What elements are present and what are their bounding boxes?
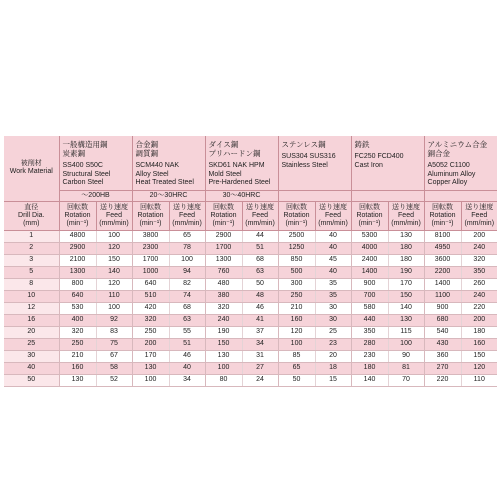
feed-cell: 120 (96, 278, 132, 290)
feed-cell: 46 (242, 302, 278, 314)
feed-cell: 44 (242, 230, 278, 242)
feed-ja: 送り速度 (392, 203, 421, 211)
feed-cell: 240 (461, 290, 497, 302)
feed-header (169, 201, 205, 230)
feed-cell: 27 (242, 362, 278, 374)
rotation-cell: 100 (205, 362, 242, 374)
feed-cell: 37 (242, 326, 278, 338)
feed-cell: 120 (461, 362, 497, 374)
feed-en: Feed (252, 211, 268, 219)
feed-cell: 41 (242, 314, 278, 326)
rotation-cell: 210 (59, 350, 96, 362)
feed-cell: 200 (461, 314, 497, 326)
rotation-cell: 1400 (424, 278, 461, 290)
rotation-cell: 100 (132, 374, 169, 386)
work-material-en: Work Material (9, 168, 53, 176)
feed-cell: 24 (242, 374, 278, 386)
feed-cell: 58 (96, 362, 132, 374)
table-row (4, 230, 497, 242)
rotation-en: Rotation (210, 211, 237, 219)
rotation-cell: 360 (424, 350, 461, 362)
rotation-cell: 85 (278, 350, 315, 362)
feed-cell: 30 (315, 302, 351, 314)
feed-cell: 320 (461, 254, 497, 266)
hardness-row (4, 190, 497, 201)
rotation-cell: 50 (278, 374, 315, 386)
feed-cell: 110 (96, 290, 132, 302)
feed-cell: 150 (96, 254, 132, 266)
feed-cell: 260 (461, 278, 497, 290)
feed-ja: 送り速度 (100, 203, 128, 211)
feed-cell: 180 (388, 242, 424, 254)
rotation-cell: 850 (278, 254, 315, 266)
drill-dia-cell: 1 (4, 230, 59, 242)
rotation-cell: 190 (205, 326, 242, 338)
rotation-cell: 220 (424, 374, 461, 386)
rotation-cell: 1700 (205, 242, 242, 254)
drill-dia-cell: 30 (4, 350, 59, 362)
feed-cell: 35 (315, 290, 351, 302)
feed-cell: 90 (388, 350, 424, 362)
feed-cell: 350 (461, 266, 497, 278)
feed-cell: 140 (388, 302, 424, 314)
feed-cell: 51 (169, 338, 205, 350)
feed-unit: (mm/min) (172, 219, 202, 227)
table-row (4, 350, 497, 362)
rotation-cell: 350 (351, 326, 388, 338)
rotation-cell: 300 (278, 278, 315, 290)
feed-cell: 30 (315, 314, 351, 326)
table-row (4, 254, 497, 266)
rotation-cell: 150 (205, 338, 242, 350)
feed-cell: 81 (388, 362, 424, 374)
drill-dia-en: Drill Dia. (18, 211, 45, 219)
feed-cell: 48 (242, 290, 278, 302)
rotation-cell: 430 (424, 338, 461, 350)
feed-unit: (mm/min) (391, 219, 421, 227)
rotation-cell: 200 (132, 338, 169, 350)
rotation-cell: 1250 (278, 242, 315, 254)
table-row (4, 374, 497, 386)
drill-dia-header (4, 201, 59, 230)
rotation-cell: 1300 (59, 266, 96, 278)
feed-cell: 67 (96, 350, 132, 362)
feed-en: Feed (325, 211, 341, 219)
table-row (4, 362, 497, 374)
rotation-unit: (min⁻¹) (139, 219, 162, 227)
material-header-1 (59, 136, 132, 190)
feed-cell: 74 (169, 290, 205, 302)
rotation-cell: 250 (59, 338, 96, 350)
rotation-unit: (min⁻¹) (66, 219, 89, 227)
feed-en: Feed (179, 211, 195, 219)
rotation-cell: 800 (59, 278, 96, 290)
material-name-ja: 鋳鉄 (354, 140, 370, 149)
rotation-cell: 760 (205, 266, 242, 278)
feed-cell: 68 (242, 254, 278, 266)
feed-cell: 200 (461, 230, 497, 242)
rotation-header (59, 201, 96, 230)
material-header-4 (278, 136, 351, 190)
rotation-cell: 65 (278, 362, 315, 374)
rotation-cell: 1700 (132, 254, 169, 266)
drill-dia-cell: 2 (4, 242, 59, 254)
feed-unit: (mm/min) (464, 219, 495, 227)
material-name-en: Alloy Steel Heat Treated Steel (135, 170, 194, 186)
feed-cell: 50 (242, 278, 278, 290)
drill-dia-cell: 5 (4, 266, 59, 278)
rotation-cell: 160 (278, 314, 315, 326)
feed-cell: 52 (96, 374, 132, 386)
rotation-header (351, 201, 388, 230)
rotation-cell: 4000 (351, 242, 388, 254)
feed-cell: 180 (461, 326, 497, 338)
feed-cell: 78 (169, 242, 205, 254)
feed-cell: 31 (242, 350, 278, 362)
material-name-ja: ステンレス鋼 (281, 140, 326, 149)
table-row (4, 302, 497, 314)
column-header-row (4, 201, 497, 230)
feed-cell: 100 (169, 254, 205, 266)
feed-cell: 110 (461, 374, 497, 386)
feed-cell: 20 (315, 350, 351, 362)
material-grades: SKD61 NAK HPM (208, 162, 265, 169)
material-grades: FC250 FCD400 (354, 153, 404, 160)
feed-header (388, 201, 424, 230)
rotation-cell: 2200 (424, 266, 461, 278)
feed-cell: 83 (96, 326, 132, 338)
rotation-cell: 380 (205, 290, 242, 302)
material-name-en: Structural Steel Carbon Steel (62, 170, 111, 186)
drill-dia-cell: 10 (4, 290, 59, 302)
material-header-row (4, 136, 497, 190)
feed-ja: 送り速度 (319, 203, 348, 211)
rotation-cell: 280 (351, 338, 388, 350)
rotation-cell: 2500 (278, 230, 315, 242)
rotation-cell: 80 (205, 374, 242, 386)
feed-cell: 45 (315, 254, 351, 266)
rotation-unit: (min⁻¹) (212, 219, 235, 227)
rotation-unit: (min⁻¹) (358, 219, 381, 227)
rotation-cell: 700 (351, 290, 388, 302)
rotation-cell: 320 (132, 314, 169, 326)
feed-cell: 18 (315, 362, 351, 374)
rotation-ja: 回転数 (140, 203, 162, 211)
material-name-en: Stainless Steel (281, 161, 328, 169)
feed-cell: 130 (388, 230, 424, 242)
material-name-ja: ダイス鋼 プリハードン鋼 (208, 140, 261, 158)
feed-cell: 115 (388, 326, 424, 338)
drill-dia-cell: 50 (4, 374, 59, 386)
feed-cell: 34 (169, 374, 205, 386)
rotation-cell: 130 (205, 350, 242, 362)
rotation-en: Rotation (356, 211, 383, 219)
table-row (4, 242, 497, 254)
feed-cell: 92 (96, 314, 132, 326)
feed-cell: 55 (169, 326, 205, 338)
rotation-cell: 420 (132, 302, 169, 314)
drill-dia-cell: 25 (4, 338, 59, 350)
material-name-en: Cast Iron (354, 161, 383, 169)
feed-cell: 35 (315, 278, 351, 290)
feed-cell: 63 (169, 314, 205, 326)
rotation-en: Rotation (64, 211, 91, 219)
rotation-cell: 140 (351, 374, 388, 386)
drill-dia-ja: 直径 (24, 203, 39, 211)
material-hardness-6 (424, 190, 497, 201)
feed-cell: 63 (242, 266, 278, 278)
rotation-ja: 回転数 (359, 203, 381, 211)
feed-cell: 75 (96, 338, 132, 350)
rotation-cell: 230 (351, 350, 388, 362)
rotation-cell: 640 (132, 278, 169, 290)
feed-cell: 190 (388, 266, 424, 278)
drill-dia-unit: (mm) (23, 219, 40, 227)
rotation-cell: 1400 (351, 266, 388, 278)
rotation-cell: 580 (351, 302, 388, 314)
material-header-2 (132, 136, 205, 190)
rotation-cell: 180 (351, 362, 388, 374)
feed-cell: 100 (96, 230, 132, 242)
table-row (4, 278, 497, 290)
feed-cell: 68 (169, 302, 205, 314)
rotation-cell: 900 (424, 302, 461, 314)
feed-header (242, 201, 278, 230)
feed-cell: 120 (96, 242, 132, 254)
feed-en: Feed (471, 211, 488, 219)
table-row (4, 326, 497, 338)
material-header-6 (424, 136, 497, 190)
feed-header (96, 201, 132, 230)
material-hardness-5 (351, 190, 424, 201)
rotation-ja: 回転数 (432, 203, 454, 211)
rotation-cell: 530 (59, 302, 96, 314)
feed-cell: 160 (461, 338, 497, 350)
rotation-cell: 320 (59, 326, 96, 338)
drill-dia-cell: 40 (4, 362, 59, 374)
rotation-en: Rotation (429, 211, 456, 219)
feed-cell: 51 (242, 242, 278, 254)
feed-cell: 65 (169, 230, 205, 242)
rotation-cell: 500 (278, 266, 315, 278)
rotation-cell: 120 (278, 326, 315, 338)
material-name-ja: アルミニウム合金 銅合金 (427, 140, 488, 158)
rotation-cell: 4800 (59, 230, 96, 242)
rotation-unit: (min⁻¹) (431, 219, 454, 227)
material-grades: A5052 C1100 (427, 162, 470, 169)
rotation-cell: 210 (278, 302, 315, 314)
rotation-cell: 1300 (205, 254, 242, 266)
feed-cell: 220 (461, 302, 497, 314)
rotation-cell: 1000 (132, 266, 169, 278)
feed-cell: 34 (242, 338, 278, 350)
rotation-en: Rotation (137, 211, 164, 219)
feed-ja: 送り速度 (465, 203, 494, 211)
material-name-ja: 一般構造用鋼 炭素鋼 (62, 140, 108, 158)
drill-dia-cell: 3 (4, 254, 59, 266)
feed-cell: 180 (388, 254, 424, 266)
feed-cell: 40 (315, 230, 351, 242)
feed-cell: 82 (169, 278, 205, 290)
material-header-3 (205, 136, 278, 190)
rotation-cell: 5300 (351, 230, 388, 242)
rotation-cell: 2900 (205, 230, 242, 242)
feed-cell: 100 (388, 338, 424, 350)
rotation-cell: 640 (59, 290, 96, 302)
drill-dia-cell: 8 (4, 278, 59, 290)
feed-ja: 送り速度 (173, 203, 202, 211)
rotation-unit: (min⁻¹) (285, 219, 308, 227)
rotation-ja: 回転数 (286, 203, 308, 211)
feed-cell: 100 (96, 302, 132, 314)
material-grades: SUS304 SUS316 (281, 153, 336, 160)
rotation-cell: 320 (205, 302, 242, 314)
rotation-cell: 900 (351, 278, 388, 290)
material-name-en: Aluminum Alloy Copper Alloy (427, 170, 476, 186)
material-name-en: Mold Steel Pre-Hardened Steel (208, 170, 271, 186)
feed-en: Feed (398, 211, 414, 219)
feed-cell: 240 (461, 242, 497, 254)
feed-unit: (mm/min) (245, 219, 275, 227)
work-material-ja: 被削材 (20, 160, 42, 168)
feed-cell: 150 (388, 290, 424, 302)
feed-cell: 140 (96, 266, 132, 278)
rotation-cell: 1100 (424, 290, 461, 302)
feed-unit: (mm/min) (318, 219, 348, 227)
rotation-cell: 2100 (59, 254, 96, 266)
rotation-cell: 400 (59, 314, 96, 326)
rotation-cell: 680 (424, 314, 461, 326)
rotation-cell: 240 (205, 314, 242, 326)
drill-dia-cell: 12 (4, 302, 59, 314)
rotation-cell: 540 (424, 326, 461, 338)
rotation-cell: 130 (59, 374, 96, 386)
feed-en: Feed (106, 211, 122, 219)
feed-header (461, 201, 497, 230)
material-grades: SCM440 NAK (135, 162, 180, 169)
rotation-cell: 160 (59, 362, 96, 374)
rotation-cell: 510 (132, 290, 169, 302)
material-hardness-4 (278, 190, 351, 201)
feed-cell: 40 (315, 242, 351, 254)
rotation-header (424, 201, 461, 230)
table-row (4, 314, 497, 326)
table-row (4, 338, 497, 350)
rotation-cell: 480 (205, 278, 242, 290)
table-row (4, 290, 497, 302)
feed-cell: 130 (388, 314, 424, 326)
feed-cell: 46 (169, 350, 205, 362)
material-header-5 (351, 136, 424, 190)
rotation-cell: 3800 (132, 230, 169, 242)
rotation-cell: 2400 (351, 254, 388, 266)
rotation-cell: 170 (132, 350, 169, 362)
feed-cell: 70 (388, 374, 424, 386)
rotation-cell: 4950 (424, 242, 461, 254)
rotation-cell: 270 (424, 362, 461, 374)
rotation-ja: 回転数 (67, 203, 88, 211)
table-row (4, 266, 497, 278)
rotation-cell: 2900 (59, 242, 96, 254)
rotation-cell: 2300 (132, 242, 169, 254)
feed-ja: 送り速度 (246, 203, 275, 211)
rotation-header (132, 201, 169, 230)
rotation-cell: 250 (278, 290, 315, 302)
feed-cell: 15 (315, 374, 351, 386)
material-grades: SS400 S50C (62, 162, 103, 169)
rotation-header (278, 201, 315, 230)
rotation-cell: 440 (351, 314, 388, 326)
feed-cell: 40 (315, 266, 351, 278)
rotation-cell: 250 (132, 326, 169, 338)
feed-cell: 94 (169, 266, 205, 278)
material-hardness-2: 20～30HRC (132, 190, 205, 201)
feed-cell: 170 (388, 278, 424, 290)
rotation-header (205, 201, 242, 230)
feed-header (315, 201, 351, 230)
rotation-ja: 回転数 (213, 203, 235, 211)
material-name-ja: 合金鋼 調質鋼 (135, 140, 159, 158)
drill-dia-cell: 20 (4, 326, 59, 338)
rotation-cell: 130 (132, 362, 169, 374)
feed-cell: 40 (169, 362, 205, 374)
material-hardness-1: ～200HB (59, 190, 132, 201)
work-material-label (4, 136, 59, 201)
feed-cell: 23 (315, 338, 351, 350)
cutting-conditions-table (4, 136, 497, 387)
material-hardness-3: 30～40HRC (205, 190, 278, 201)
rotation-cell: 3600 (424, 254, 461, 266)
feed-cell: 150 (461, 350, 497, 362)
drill-dia-cell: 16 (4, 314, 59, 326)
rotation-cell: 8100 (424, 230, 461, 242)
feed-unit: (mm/min) (99, 219, 129, 227)
rotation-en: Rotation (283, 211, 310, 219)
feed-cell: 25 (315, 326, 351, 338)
rotation-cell: 100 (278, 338, 315, 350)
